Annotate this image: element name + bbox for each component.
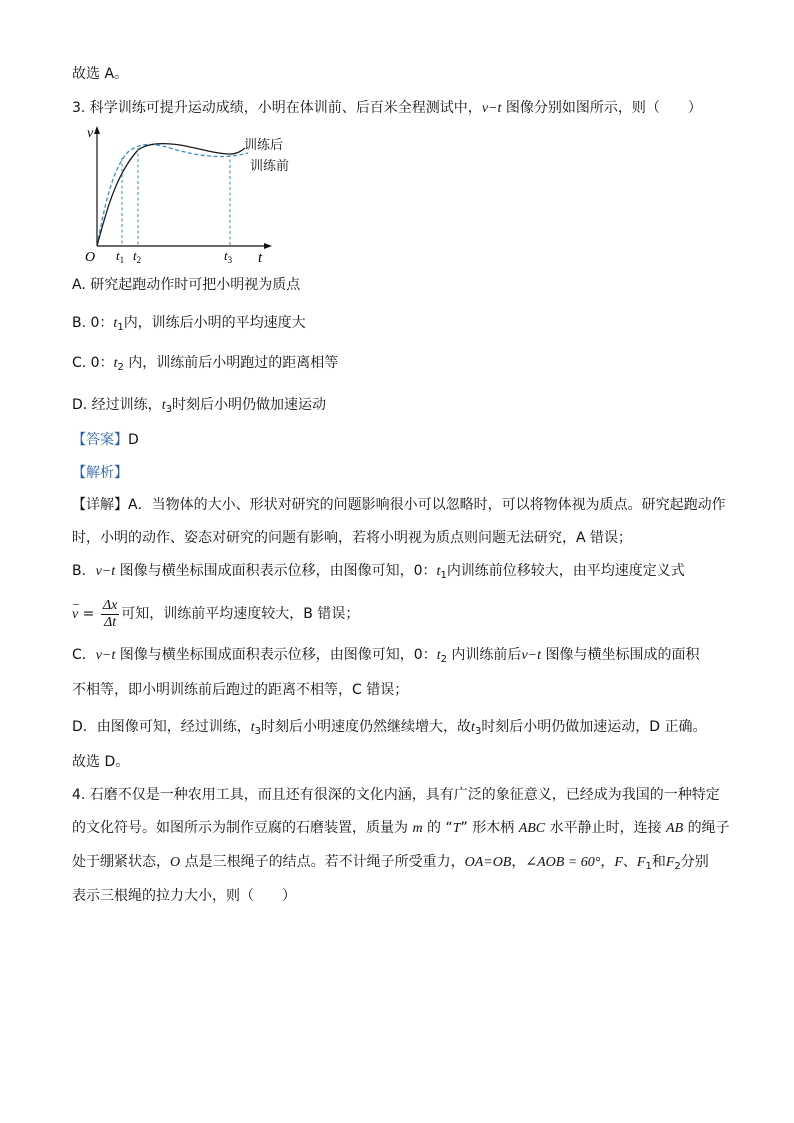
t-axis-arrow (264, 243, 272, 249)
vt-graph (80, 124, 290, 266)
text: 故选 A。 (72, 66, 129, 82)
text-line (72, 64, 128, 84)
text: A. 研究起跑动作时可把小明视为质点 (72, 277, 301, 293)
text: 内，训练后小明的平均速度大 (123, 315, 306, 331)
detail-a-line-1 (72, 495, 726, 515)
analysis-line (72, 463, 128, 483)
analysis-tag: 【解析】 (72, 465, 128, 481)
option-b: B. 0：$t_1$内，训练后小明的平均速度大 (72, 315, 306, 333)
answer-value: D (128, 432, 139, 448)
text: C. 0： (72, 355, 114, 371)
text: 时，小明的动作、姿态对研究的问题有影响，若将小明视为质点则问题无法研究，A 错误； (72, 530, 633, 546)
detail-a-line-2 (72, 528, 632, 548)
option-d: D. 经过训练，$t_3$时刻后小明仍做加速运动 (72, 397, 326, 415)
text: 内，训练前后小明跑过的距离相等 (123, 355, 339, 371)
after-legend: 训练后 (244, 138, 284, 153)
detail-b-line-1: B．v−t 图像与横坐标围成面积表示位移，由图像可知，0：$t_1$内训练前位移较大，由平均速度定义式 (72, 563, 685, 581)
option-a (72, 275, 300, 295)
vt-symbol: v−t (481, 101, 502, 116)
text: 图像分别如图所示，则（ ） (501, 100, 702, 116)
text: D. 经过训练， (72, 397, 162, 413)
detail-d-line: D．由图像可知，经过训练，$t_3$时刻后小明速度仍然继续增大，故$t_3$时刻后小明仍做加速运动，D 正确。 (72, 719, 707, 737)
t2-label: $t_2$ (133, 248, 142, 265)
t3-label: $t_3$ (224, 248, 233, 265)
detail-tag: 【详解】 (72, 497, 128, 513)
detail-c-line-1: C．v−t 图像与横坐标围成面积表示位移，由图像可知，0：$t_2$ 内训练前后v−t 图像与横坐标围成的面积 (72, 647, 700, 665)
answer-tag: 【答案】 (72, 432, 128, 448)
t1-label: $t_1$ (116, 248, 125, 265)
before-curve (97, 145, 248, 246)
question-4-line-1: 4. 石磨不仅是一种农用工具，而且还有很深的文化内涵，具有广泛的象征意义，已经成为我国的一种特定 (72, 787, 720, 803)
text: B. 0： (72, 315, 114, 331)
option-c: C. 0：$t_2$ 内，训练前后小明跑过的距离相等 (72, 355, 339, 373)
origin-label: O (85, 250, 96, 265)
text: 时刻后小明仍做加速运动 (171, 397, 326, 413)
v-axis-arrow (94, 126, 100, 134)
detail-b-line-2: – v = $\frac{\Delta x}{\Delta t}$ 可知，训练前平均速度较大，B 错误； (72, 596, 359, 633)
v-axis-label: v (87, 126, 94, 141)
text: 3. 科学训练可提升运动成绩，小明在体训前、后百米全程测试中， (72, 100, 482, 116)
fraction: $\frac{\Delta x}{\Delta t}$ (102, 597, 118, 630)
text: A．当物体的大小、形状对研究的问题影响很小可以忽略时，可以将物体视为质点。研究起跑动作 (128, 497, 726, 513)
question-3-stem (72, 98, 702, 119)
detail-c-line-2: 不相等，即小明训练前后跑过的距离不相等，C 错误； (72, 682, 409, 698)
v-bar-symbol: – v (72, 597, 78, 633)
before-legend: 训练前 (250, 159, 290, 174)
t-axis-label: t (258, 250, 263, 266)
question-4-line-3: 处于绷紧状态，O 点是三根绳子的结点。若不计绳子所受重力，OA=OB，∠AOB = 60°，F、$F_1$和$F_2$分别 (72, 854, 709, 872)
choose-d-line: 故选 D。 (72, 754, 130, 770)
question-4-line-4: 表示三根绳的拉力大小，则（ ） (72, 888, 296, 904)
after-curve (97, 144, 245, 246)
question-4-line-2: 的文化符号。如图所示为制作豆腐的石磨装置，质量为 m 的 “T” 形木柄 ABC 水平静止时，连接 AB 的绳子 (72, 820, 730, 836)
answer-line (72, 430, 139, 450)
